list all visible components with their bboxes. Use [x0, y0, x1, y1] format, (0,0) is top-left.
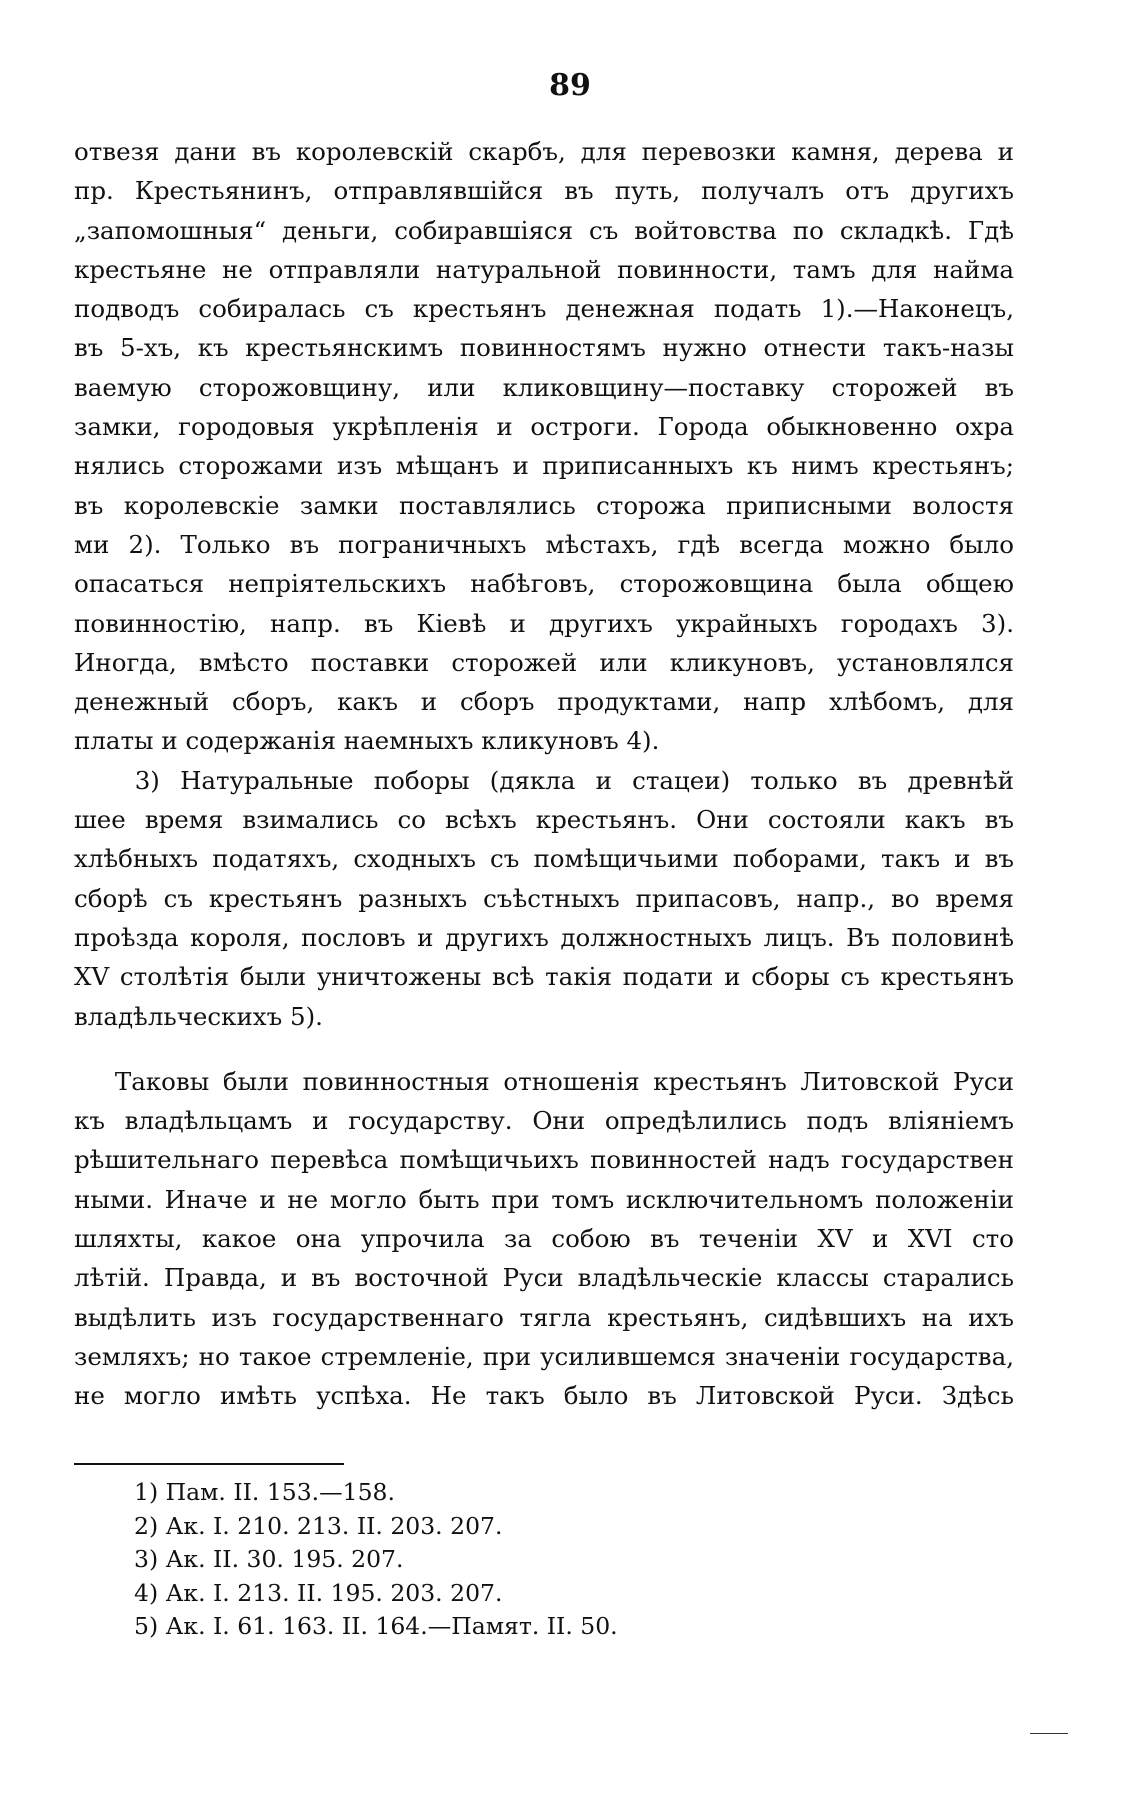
text-line: лѣтій. Правда, и въ восточной Руси владѣльческіе классы старались	[74, 1263, 1014, 1293]
text-line: шляхты, какое она упрочила за собою въ теченіи XV и XVI сто	[74, 1224, 1014, 1254]
paragraph-2	[74, 761, 1014, 1036]
text-line: Таковы были повинностныя отношенія крестьянъ Литовской Руси	[74, 1066, 1014, 1096]
text-line: хлѣбныхъ податяхъ, сходныхъ съ помѣщичьими поборами, такъ и въ	[74, 844, 1014, 874]
text-line: отвезя дани въ королевскій скарбъ, для перевозки камня, дерева и	[74, 137, 1014, 166]
text-line: пр. Крестьянинъ, отправлявшійся въ путь, получалъ отъ другихъ	[74, 176, 1014, 206]
paragraph-gap	[74, 1036, 1014, 1062]
text-line: владѣльческихъ 5).	[74, 1001, 323, 1031]
text-line: подводъ собиралась съ крестьянъ денежная подать 1).—Наконецъ,	[74, 294, 1014, 324]
page-number: 89	[549, 68, 591, 103]
footnote: 2) Ак. I. 210. 213. II. 203. 207.	[134, 1511, 503, 1540]
text-line: ми 2). Только въ пограничныхъ мѣстахъ, гдѣ всегда можно было	[74, 529, 1014, 559]
paragraph-1	[74, 132, 1014, 761]
text-line: шее время взимались со всѣхъ крестьянъ. Они состояли какъ въ	[74, 805, 1014, 835]
text-line: денежный сборъ, какъ и сборъ продуктами, напр хлѣбомъ, для	[74, 687, 1014, 717]
text-line: проѣзда короля, пословъ и другихъ должностныхъ лицъ. Въ половинѣ	[74, 922, 1014, 952]
text-line: не могло имѣть успѣха. Не такъ было въ Литовской Руси. Здѣсь	[74, 1381, 1014, 1411]
text-line: XV столѣтія были уничтожены всѣ такія подати и сборы съ крестьянъ	[74, 962, 1014, 992]
text-line: замки, городовыя укрѣпленія и остроги. Города обыкновенно охра	[74, 412, 1014, 442]
text-line: выдѣлить изъ государственнаго тягла крестьянъ, сидѣвшихъ на ихъ	[74, 1302, 1014, 1332]
text-line: опасаться непріятельскихъ набѣговъ, сторожовщина была общею	[74, 569, 1014, 599]
text-line: платы и содержанія наемныхъ кликуновъ 4).	[74, 726, 660, 756]
footnote: 4) Ак. I. 213. II. 195. 203. 207.	[134, 1578, 503, 1607]
footnote: 3) Ак. II. 30. 195. 207.	[134, 1545, 404, 1573]
text-line: 3) Натуральные поборы (дякла и стацеи) только въ древнѣй	[74, 765, 1014, 795]
text-line: сборѣ съ крестьянъ разныхъ съѣстныхъ припасовъ, напр., во время	[74, 883, 1014, 913]
footnote: 5) Ак. I. 61. 163. II. 164.—Памят. II. 50.	[134, 1612, 618, 1640]
text-line: земляхъ; но такое стремленіе, при усилившемся значеніи государства,	[74, 1341, 1014, 1371]
paragraph-3	[74, 1062, 1014, 1416]
text-line: „запомошныя“ деньги, собиравшіяся съ войтовства по складкѣ. Гдѣ	[74, 215, 1014, 245]
footnote: 1) Пам. II. 153.—158.	[134, 1478, 395, 1506]
text-line: нялись сторожами изъ мѣщанъ и приписанныхъ къ нимъ крестьянъ;	[74, 451, 1014, 481]
text-line: Иногда, вмѣсто поставки сторожей или кликуновъ, установлялся	[74, 647, 1014, 677]
text-line: ными. Иначе и не могло быть при томъ исключительномъ положеніи	[74, 1184, 1014, 1214]
text-line: ваемую сторожовщину, или кликовщину—поставку сторожей въ	[74, 372, 1014, 402]
main-text	[74, 132, 1014, 1416]
text-line: къ владѣльцамъ и государству. Они опредѣлились подъ вліяніемъ	[74, 1106, 1014, 1136]
text-line: рѣшительнаго перевѣса помѣщичьихъ повинностей надъ государствен	[74, 1145, 1014, 1175]
page-mark-dash	[1030, 1733, 1068, 1734]
text-line: крестьяне не отправляли натуральной повинности, тамъ для найма	[74, 254, 1014, 284]
footnote-divider	[74, 1463, 344, 1465]
footnotes	[134, 1476, 834, 1644]
text-line: въ 5-хъ, къ крестьянскимъ повинностямъ нужно отнести такъ-назы	[74, 333, 1014, 363]
text-line: въ королевскіе замки поставлялись сторожа приписными волостя	[74, 490, 1014, 520]
text-line: повинностію, напр. въ Кіевѣ и другихъ украйныхъ городахъ 3).	[74, 608, 1014, 638]
